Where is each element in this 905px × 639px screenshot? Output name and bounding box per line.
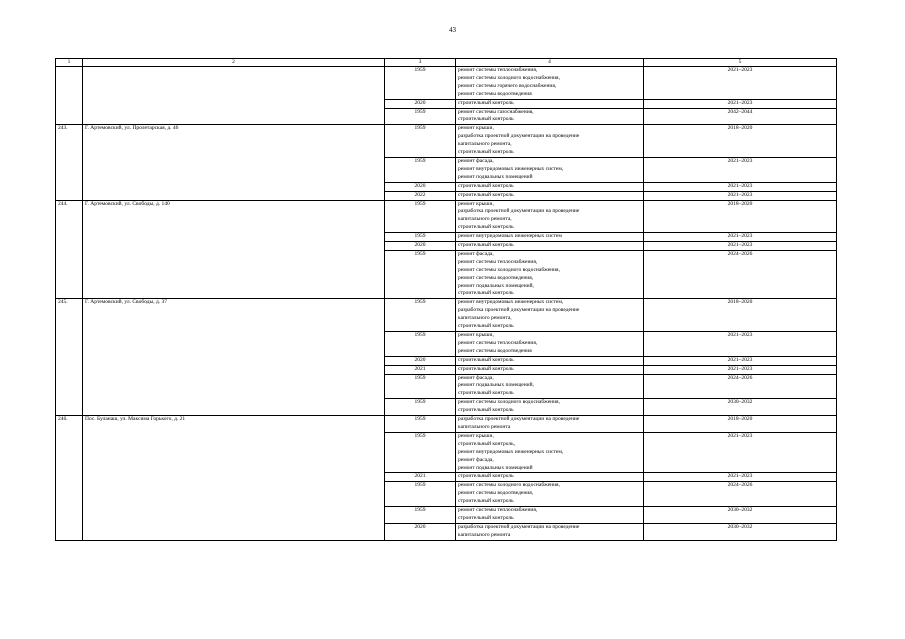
period-cell: 2018–2020 <box>644 299 837 332</box>
header-cell-1: 1 <box>56 59 83 67</box>
period-cell: 2024–2026 <box>644 374 837 399</box>
works-cell: строительный контроль <box>456 99 644 108</box>
period-cell: 2042–2044 <box>644 108 837 125</box>
table-row <box>56 299 837 332</box>
period-cell: 2030–2032 <box>644 399 837 416</box>
page-number: 43 <box>449 26 456 34</box>
year-cell: 1959 <box>385 432 456 473</box>
year-cell: 1959 <box>385 507 456 524</box>
works-cell: строительный контроль <box>456 365 644 374</box>
object-number-cell: 244. <box>56 200 83 299</box>
repair-schedule-table <box>55 58 837 541</box>
object-number-cell <box>56 67 83 125</box>
year-cell: 1959 <box>385 332 456 357</box>
works-cell: строительный контроль <box>456 191 644 200</box>
year-cell: 1959 <box>385 67 456 100</box>
works-cell: ремонт системы холодного водоснабжения, строительный контроль <box>456 399 644 416</box>
year-cell: 2022 <box>385 191 456 200</box>
works-cell: ремонт внутридомовых инженерных систем <box>456 233 644 242</box>
period-cell: 2021–2023 <box>644 191 837 200</box>
period-cell: 2030–2032 <box>644 523 837 540</box>
works-cell: ремонт фасада, ремонт внутридомовых инженерных систем, ремонт подвальных помещений <box>456 157 644 182</box>
year-cell: 1959 <box>385 374 456 399</box>
period-cell: 2021–2023 <box>644 432 837 473</box>
year-cell: 1959 <box>385 250 456 298</box>
period-cell: 2021–2023 <box>644 365 837 374</box>
table-row <box>56 200 837 233</box>
address-cell: Г. Артемовский, ул. Свободы, д. 140 <box>83 200 385 299</box>
period-cell: 2024–2026 <box>644 250 837 298</box>
year-cell: 2021 <box>385 365 456 374</box>
year-cell: 1959 <box>385 482 456 507</box>
works-cell: разработка проектной документации на проведение капитального ремонта <box>456 523 644 540</box>
year-cell: 1959 <box>385 299 456 332</box>
period-cell: 2018–2020 <box>644 125 837 158</box>
header-cell-5: 5 <box>644 59 837 67</box>
year-cell: 1959 <box>385 399 456 416</box>
works-cell: ремонт системы газоснабжения, строительный контроль <box>456 108 644 125</box>
period-cell: 2030–2032 <box>644 507 837 524</box>
period-cell: 2021–2023 <box>644 67 837 100</box>
year-cell: 1959 <box>385 200 456 233</box>
works-cell: ремонт фасада, ремонт системы теплоснабжения, ремонт системы холодного водоснабжения, ремонт системы водоотведения, ремонт подвальных помещений, строительный контроль <box>456 250 644 298</box>
address-cell: Пос. Буланаш, ул. Максима Горького, д. 21 <box>83 416 385 541</box>
works-cell: строительный контроль <box>456 356 644 365</box>
period-cell: 2021–2023 <box>644 242 837 251</box>
year-cell: 1959 <box>385 233 456 242</box>
header-cell-2: 2 <box>83 59 385 67</box>
works-cell: ремонт системы холодного водоснабжения, ремонт системы водоотведения, строительный контроль <box>456 482 644 507</box>
year-cell: 1959 <box>385 157 456 182</box>
object-number-cell: 245. <box>56 299 83 416</box>
address-cell: Г. Артемовский, ул. Свободы, д. 37 <box>83 299 385 416</box>
address-cell <box>83 67 385 125</box>
table-row <box>56 416 837 433</box>
works-cell: ремонт крыши, ремонт системы теплоснабжения, ремонт системы водоотведения <box>456 332 644 357</box>
works-cell: разработка проектной документации на проведение капитального ремонта <box>456 416 644 433</box>
works-cell: ремонт крыши, разработка проектной документации на проведение капитального ремонта, строительный контроль <box>456 200 644 233</box>
header-cell-3: 3 <box>385 59 456 67</box>
period-cell: 2024–2026 <box>644 482 837 507</box>
table-header-row <box>56 59 837 67</box>
works-cell: строительный контроль <box>456 182 644 191</box>
year-cell: 1959 <box>385 108 456 125</box>
works-cell: ремонт системы теплоснабжения, строительный контроль <box>456 507 644 524</box>
works-cell: ремонт системы теплоснабжения, ремонт системы холодного водоснабжения, ремонт системы горячего водоснабжения, ремонт системы водоотведения <box>456 67 644 100</box>
period-cell: 2021–2023 <box>644 182 837 191</box>
header-cell-4: 4 <box>456 59 644 67</box>
object-number-cell: 243. <box>56 125 83 200</box>
works-cell: строительный контроль <box>456 242 644 251</box>
period-cell: 2018–2020 <box>644 200 837 233</box>
works-cell: ремонт крыши, строительный контроль, ремонт внутридомовых инженерных систем, ремонт фасада, ремонт подвальных помещений <box>456 432 644 473</box>
address-cell: Г. Артемовский, ул. Пролетарская, д. 46 <box>83 125 385 200</box>
period-cell: 2021–2023 <box>644 157 837 182</box>
year-cell: 2021 <box>385 473 456 482</box>
period-cell: 2018–2020 <box>644 416 837 433</box>
period-cell: 2021–2023 <box>644 473 837 482</box>
year-cell: 2020 <box>385 99 456 108</box>
year-cell: 2020 <box>385 356 456 365</box>
object-number-cell: 246. <box>56 416 83 541</box>
table-row <box>56 125 837 158</box>
year-cell: 2020 <box>385 182 456 191</box>
works-cell: строительный контроль <box>456 473 644 482</box>
period-cell: 2021–2023 <box>644 332 837 357</box>
year-cell: 2020 <box>385 523 456 540</box>
works-cell: ремонт крыши, разработка проектной документации на проведение капитального ремонта, строительный контроль <box>456 125 644 158</box>
period-cell: 2021–2023 <box>644 356 837 365</box>
works-cell: ремонт внутридомовых инженерных систем, разработка проектной документации на проведение капитального ремонта, строительный контроль <box>456 299 644 332</box>
year-cell: 2020 <box>385 242 456 251</box>
table-row <box>56 67 837 100</box>
works-cell: ремонт фасада, ремонт подвальных помещений, строительный контроль <box>456 374 644 399</box>
period-cell: 2021–2023 <box>644 233 837 242</box>
year-cell: 1959 <box>385 125 456 158</box>
year-cell: 1959 <box>385 416 456 433</box>
period-cell: 2021–2023 <box>644 99 837 108</box>
